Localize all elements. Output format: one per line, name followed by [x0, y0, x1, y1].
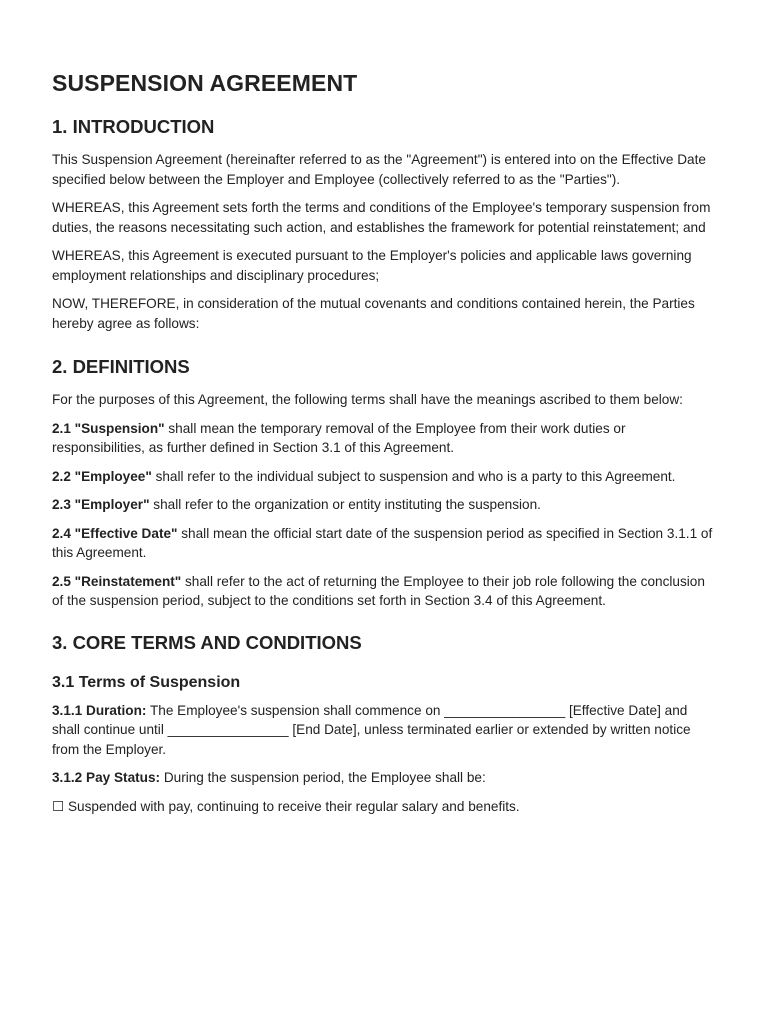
definition-term: 2.3 "Employer" — [52, 497, 150, 512]
document-title: SUSPENSION AGREEMENT — [52, 70, 358, 96]
subsection-heading-terms-of-suspension: 3.1 Terms of Suspension — [52, 673, 241, 691]
definition-term: 2.1 "Suspension" — [52, 420, 165, 436]
definition-item — [52, 419, 718, 458]
section-heading-introduction: 1. INTRODUCTION — [52, 116, 215, 137]
intro-paragraph-1: This Suspension Agreement (hereinafter referred to as the "Agreement") is entered into on the Effective Date specified below between the Employer and Employee (collectively referred to as the "Parties"). — [52, 152, 706, 187]
section-heading-core-terms: 3. CORE TERMS AND CONDITIONS — [52, 631, 362, 653]
definition-term: 2.2 "Employee" — [52, 468, 152, 484]
definition-item — [52, 572, 718, 611]
pay-status-text: During the suspension period, the Employee shall be: — [160, 770, 486, 785]
definition-term: 2.5 "Reinstatement" — [52, 573, 182, 589]
pay-status-clause — [52, 768, 718, 788]
pay-status-label: 3.1.2 Pay Status: — [52, 770, 161, 785]
intro-paragraph-4: NOW, THEREFORE, in consideration of the mutual covenants and conditions contained herein, the Parties hereby agree as follows: — [52, 296, 695, 331]
section-heading-definitions: 2. DEFINITIONS — [52, 356, 190, 377]
definition-item — [52, 524, 718, 563]
definition-text: shall refer to the organization or entity instituting the suspension. — [149, 497, 541, 512]
intro-paragraph-3: WHEREAS, this Agreement is executed pursuant to the Employer's policies and applicable laws governing employment relationships and disciplinary procedures; — [52, 248, 692, 283]
duration-label: 3.1.1 Duration: — [52, 702, 147, 718]
definition-text: shall refer to the act of returning the Employee to their job role following the conclusion of the suspension period, subject to the conditions set forth in Section 3.4 of this Agreement. — [52, 573, 705, 608]
definition-text: shall refer to the individual subject to suspension and who is a party to this Agreement. — [151, 468, 676, 484]
definition-text: shall mean the official start date of the suspension period as specified in Section 3.1.1 of this Agreement. — [52, 525, 713, 560]
duration-clause — [52, 701, 718, 760]
definition-item — [52, 467, 718, 487]
definition-term: 2.4 "Effective Date" — [52, 525, 178, 541]
pay-option-checkbox[interactable]: ☐ Suspended with pay, continuing to receive their regular salary and benefits. — [52, 798, 520, 814]
definitions-intro: For the purposes of this Agreement, the following terms shall have the meanings ascribed to them below: — [52, 392, 683, 407]
intro-paragraph-2: WHEREAS, this Agreement sets forth the terms and conditions of the Employee's temporary suspension from duties, the reasons necessitating such action, and establishes the framework for potential reinstatement; and — [52, 200, 711, 235]
definition-item — [52, 495, 718, 515]
duration-text: The Employee's suspension shall commence on ________________ [Effective Date] and shall continue until ________________ [End Date], unless terminated earlier or extended by written notice from the Employer. — [52, 702, 691, 757]
definition-text: shall mean the temporary removal of the Employee from their work duties or responsibilities, as further defined in Section 3.1 of this Agreement. — [52, 420, 626, 455]
